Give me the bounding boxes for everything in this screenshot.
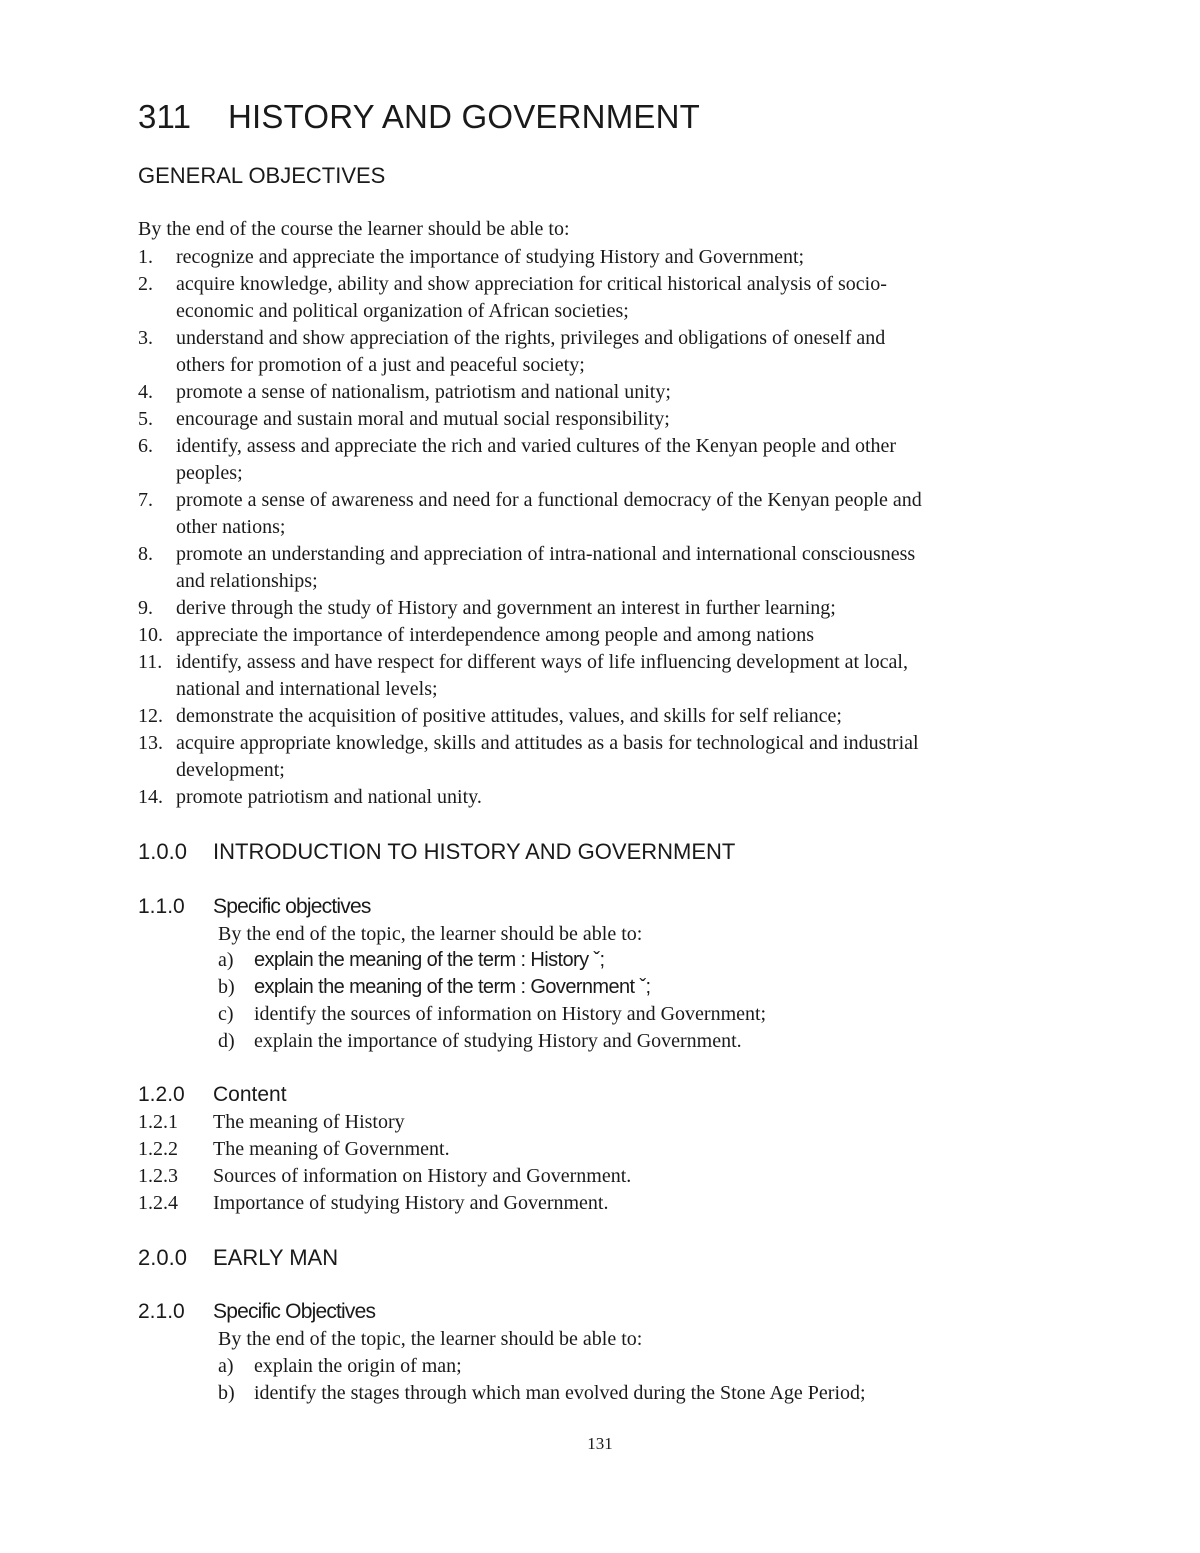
specific-objective-item: a) explain the origin of man; bbox=[218, 1355, 462, 1377]
document-title bbox=[138, 98, 700, 136]
section-heading-introduction: 1.0.0 INTRODUCTION TO HISTORY AND GOVERNMENT bbox=[138, 839, 736, 864]
objective-item: 6. identify, assess and appreciate the rich and varied cultures of the Kenyan people and other bbox=[138, 435, 897, 457]
objective-item-continuation: other nations; bbox=[176, 516, 286, 538]
objective-item: 1. recognize and appreciate the importance of studying History and Government; bbox=[138, 246, 805, 268]
specific-objectives-heading: 2.1.0 Specific Objectives bbox=[138, 1300, 376, 1323]
section-heading-early-man: 2.0.0 EARLY MAN bbox=[138, 1245, 339, 1270]
objective-item: 2. acquire knowledge, ability and show appreciation for critical historical analysis of socio- bbox=[138, 273, 887, 295]
objective-item-continuation: development; bbox=[176, 759, 285, 781]
content-item: 1.2.1 The meaning of History bbox=[138, 1111, 405, 1133]
specific-objectives-intro: By the end of the topic, the learner should be able to: bbox=[218, 1328, 643, 1350]
general-objectives-heading: GENERAL OBJECTIVES bbox=[138, 163, 386, 188]
specific-objective-item: b) identify the stages through which man evolved during the Stone Age Period; bbox=[218, 1382, 866, 1404]
objective-item-continuation: economic and political organization of African societies; bbox=[176, 300, 629, 322]
objective-item: 10. appreciate the importance of interdependence among people and among nations bbox=[138, 624, 815, 646]
objective-item: 14. promote patriotism and national unity. bbox=[138, 786, 482, 808]
objective-item: 8. promote an understanding and appreciation of intra-national and international consciousness bbox=[138, 543, 916, 565]
content-heading: 1.2.0 Content bbox=[138, 1083, 287, 1106]
general-objectives-intro: By the end of the course the learner should be able to: bbox=[138, 218, 570, 240]
content-item: 1.2.4 Importance of studying History and Government. bbox=[138, 1192, 609, 1214]
objective-item: 3. understand and show appreciation of the rights, privileges and obligations of oneself and bbox=[138, 327, 886, 349]
objective-item: 4. promote a sense of nationalism, patriotism and national unity; bbox=[138, 381, 671, 403]
subject-code: 311 bbox=[138, 98, 192, 135]
page-number: 131 bbox=[587, 1434, 613, 1453]
content-item: 1.2.3 Sources of information on History and Government. bbox=[138, 1165, 632, 1187]
objective-item: 7. promote a sense of awareness and need for a functional democracy of the Kenyan people and bbox=[138, 489, 922, 511]
objective-item-continuation: others for promotion of a just and peaceful society; bbox=[176, 354, 585, 376]
objective-item-continuation: peoples; bbox=[176, 462, 243, 484]
content-item: 1.2.2 The meaning of Government. bbox=[138, 1138, 450, 1160]
objective-item-continuation: and relationships; bbox=[176, 570, 318, 592]
specific-objectives-heading: 1.1.0 Specific objectives bbox=[138, 895, 371, 918]
objective-item: 13. acquire appropriate knowledge, skills and attitudes as a basis for technological and industrial bbox=[138, 732, 919, 754]
objective-item: 5. encourage and sustain moral and mutual social responsibility; bbox=[138, 408, 670, 430]
objective-item: 11. identify, assess and have respect for different ways of life influencing development at local, bbox=[138, 651, 908, 673]
subject-name: HISTORY AND GOVERNMENT bbox=[228, 98, 700, 135]
specific-objectives-intro: By the end of the topic, the learner should be able to: bbox=[218, 923, 643, 945]
specific-objective-item: b) explain the meaning of the term : Government ˇ; bbox=[218, 976, 651, 998]
specific-objective-item: a) explain the meaning of the term : History ˇ; bbox=[218, 949, 605, 971]
specific-objective-item: c) identify the sources of information on History and Government; bbox=[218, 1003, 767, 1025]
objective-item-continuation: national and international levels; bbox=[176, 678, 438, 700]
objective-item: 12. demonstrate the acquisition of positive attitudes, values, and skills for self reliance; bbox=[138, 705, 842, 727]
specific-objective-item: d) explain the importance of studying History and Government. bbox=[218, 1030, 742, 1052]
objective-item: 9. derive through the study of History and government an interest in further learning; bbox=[138, 597, 836, 619]
